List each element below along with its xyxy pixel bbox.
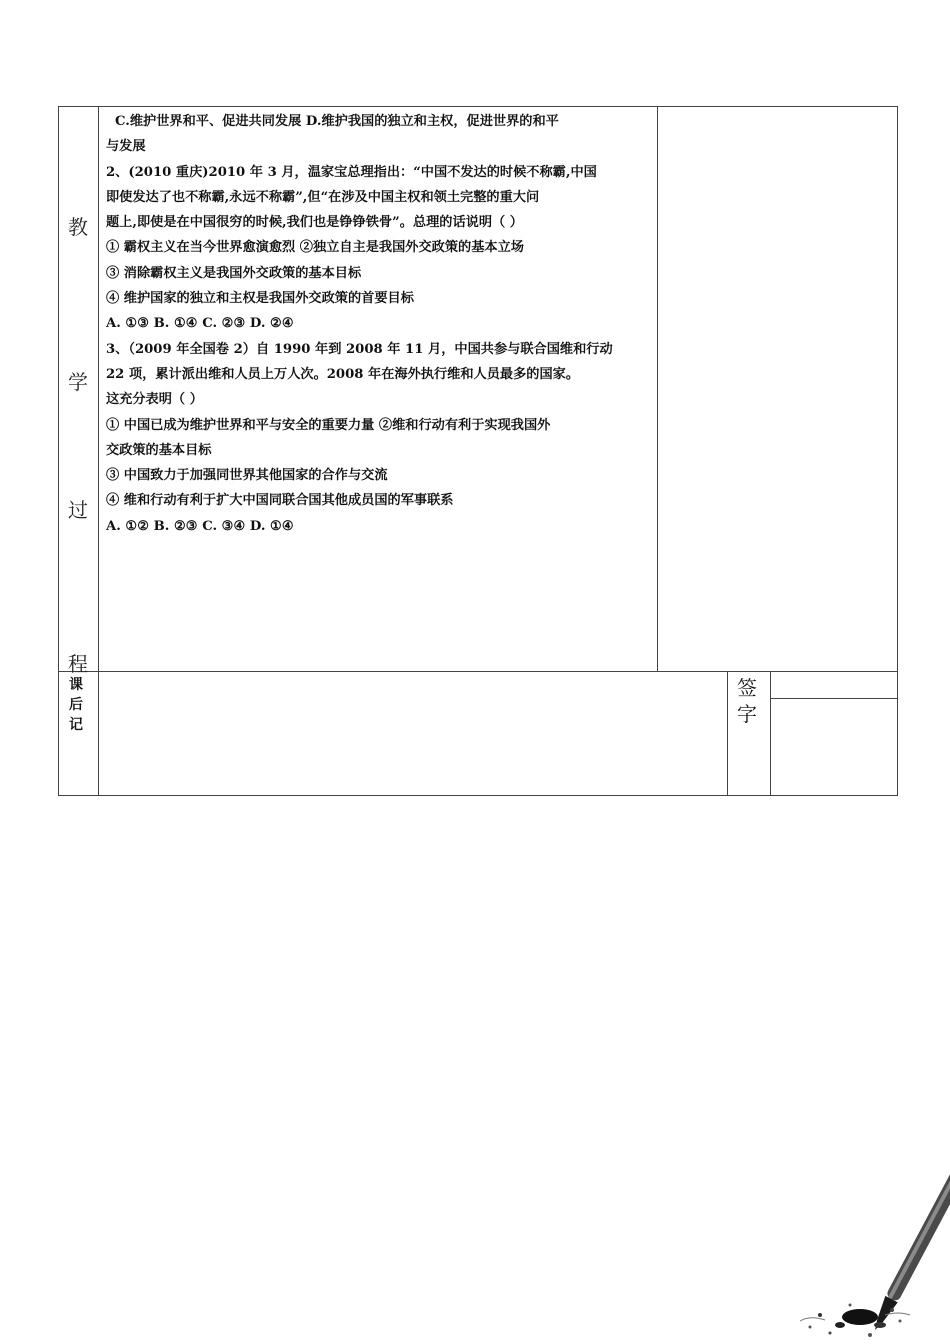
question-line: 交政策的基本目标 [106, 442, 212, 458]
question-line: 与发展 [106, 139, 146, 155]
question-line: ① 霸权主义在当今世界愈演愈烈 ②独立自主是我国外交政策的基本立场 [106, 240, 524, 256]
ink-brush-icon [780, 1165, 950, 1344]
after-class-char: 课 [69, 677, 83, 693]
question-line: ④ 维护国家的独立和主权是我国外交政策的首要目标 [106, 291, 414, 307]
question-line: 即使发达了也不称霸,永远不称霸”,但“在涉及中国主权和领土完整的重大问 [106, 189, 540, 205]
question-line: 3、（2009 年全国卷 2）自 1990 年到 2008 年 11 月，中国共参与联合国维和行动 [106, 341, 613, 357]
question-line: ③ 消除霸权主义是我国外交政策的基本目标 [106, 265, 362, 281]
question-line: C.维护世界和平、促进共同发展 D.维护我国的独立和主权，促进世界的和平 [115, 114, 559, 129]
question-line: ③ 中国致力于加强同世界其他国家的合作与交流 [106, 468, 388, 484]
side-label-char-2: 学 [68, 370, 88, 394]
question-line: 这充分表明（ ） [106, 392, 203, 408]
side-label-char-3: 过 [68, 498, 88, 522]
side-label-char-1: 教 [68, 215, 88, 239]
question-line: ① 中国已成为维护世界和平与安全的重要力量 ②维和行动有利于实现我国外 [106, 417, 551, 433]
signature-char: 签 [737, 676, 757, 700]
after-class-label [66, 675, 86, 735]
after-class-char: 记 [69, 717, 83, 733]
question-content [106, 109, 652, 539]
after-class-char: 后 [69, 697, 83, 713]
question-line: 2、(2010 重庆)2010 年 3 月，温家宝总理指出：“中国不发达的时候不称霸,中国 [106, 164, 597, 180]
left-column-divider [98, 106, 99, 796]
signature-char: 字 [737, 702, 757, 726]
sign-column-divider-left [727, 671, 728, 796]
question-line: A. ①② B. ②③ C. ③④ D. ①④ [106, 518, 294, 534]
signature-label [737, 675, 757, 727]
side-label-char-4: 程 [68, 652, 88, 676]
question-line: 题上,即使是在中国很穷的时候,我们也是铮铮铁骨”。总理的话说明（ ） [106, 215, 523, 231]
sign-column-divider-right [770, 671, 771, 796]
question-line: A. ①③ B. ①④ C. ②③ D. ②④ [106, 316, 294, 332]
question-line: ④ 维和行动有利于扩大中国同联合国其他成员国的军事联系 [106, 493, 454, 509]
right-column-divider [657, 106, 658, 672]
question-line: 22 项，累计派出维和人员上万人次。2008 年在海外执行维和人员最多的国家。 [106, 366, 580, 382]
sign-row-divider [770, 698, 898, 699]
section-divider [58, 671, 898, 672]
